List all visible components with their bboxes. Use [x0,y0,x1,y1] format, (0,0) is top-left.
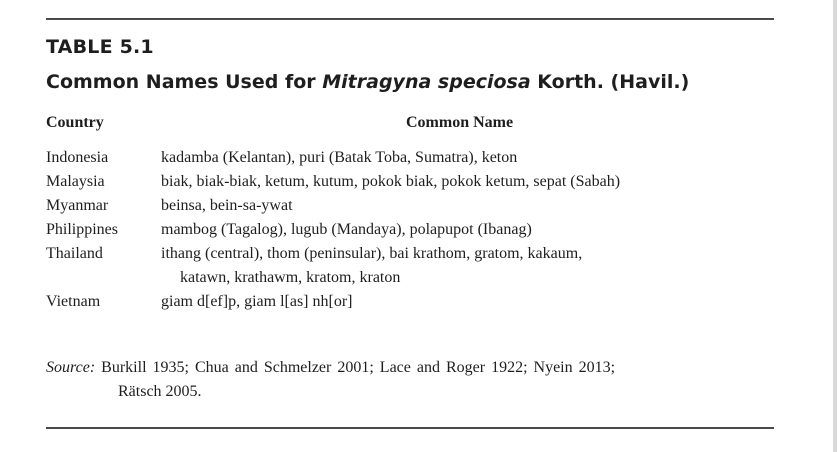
common-names-cell: beinsa, bein-sa-ywat [161,197,293,214]
country-cell: Malaysia [46,173,105,190]
table-title-suffix: Korth. (Havil.) [530,71,690,93]
source-note [46,356,776,404]
table-number: TABLE 5.1 [46,36,154,58]
source-line-1 [46,356,776,380]
source-text-1: Burkill 1935; Chua and Schmelzer 2001; Lace and Roger 1922; Nyein 2013; [95,359,616,376]
table-row [46,218,776,242]
country-cell: Thailand [46,245,103,262]
table-row [46,290,776,314]
country-cell: Indonesia [46,149,109,166]
table-row [46,170,776,194]
column-header-country: Country [46,114,104,131]
source-line-2: Rätsch 2005. [118,383,202,400]
common-names-cell: ithang (central), thom (peninsular), bai krathom, gratom, kakaum, [161,245,583,262]
common-names-cell: biak, biak-biak, ketum, kutum, pokok biak, pokok ketum, sepat (Sabah) [161,173,621,190]
table-body [46,146,776,314]
page-edge-shadow [833,0,837,452]
column-header-common-name: Common Name [406,114,514,131]
common-names-cell: kadamba (Kelantan), puri (Batak Toba, Sumatra), keton [161,149,518,166]
table-row [46,146,776,170]
country-cell: Philippines [46,221,119,238]
table-title-species: Mitragyna speciosa [322,71,531,93]
common-names-cell: giam d[ef]p, giam l[as] nh[or] [161,293,353,310]
country-cell: Vietnam [46,293,101,310]
table-title [46,71,689,93]
common-names-cell: mambog (Tagalog), lugub (Mandaya), polapupot (Ibanag) [161,221,532,238]
top-rule [46,18,774,20]
table-row [46,194,776,218]
country-cell: Myanmar [46,197,109,214]
source-label: Source: [46,359,96,376]
bottom-rule [46,427,774,429]
table-row [46,242,776,290]
table-title-prefix: Common Names Used for [46,71,323,93]
common-names-continuation: katawn, krathawm, kratom, kraton [180,269,401,286]
